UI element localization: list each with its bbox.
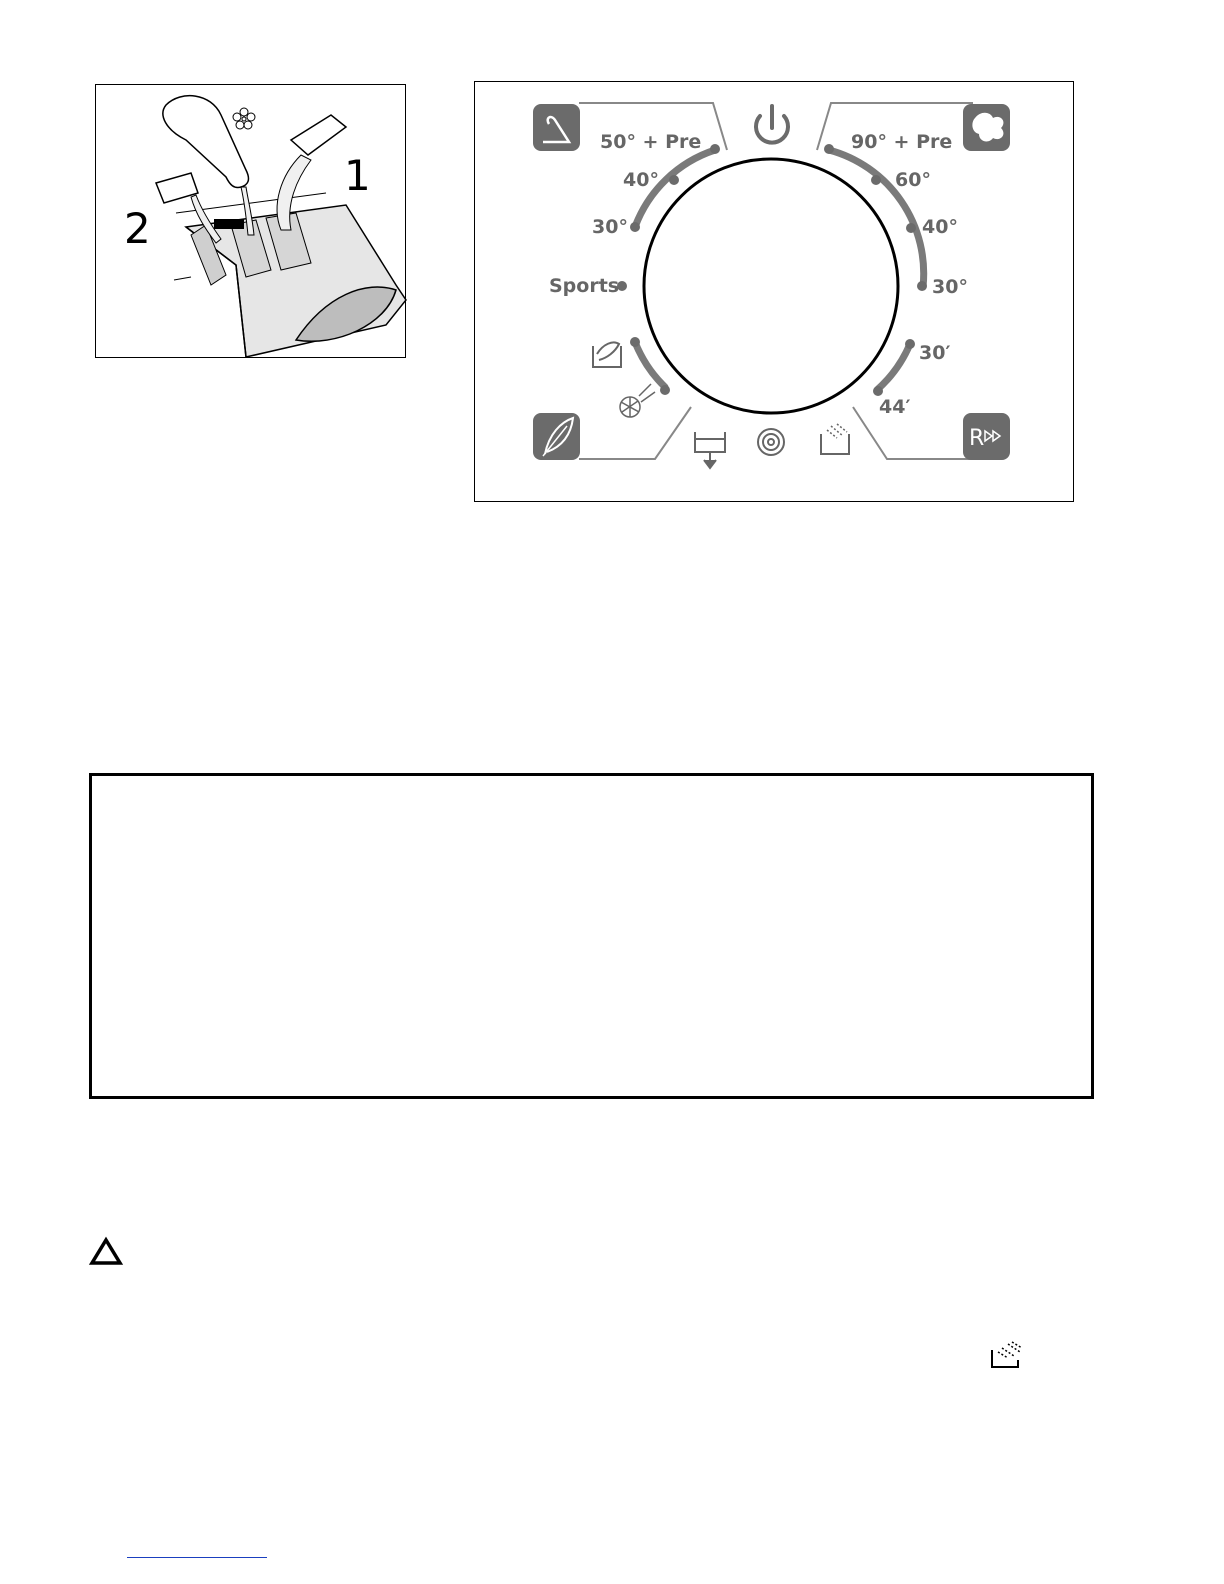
wool-icon — [620, 384, 655, 417]
label-right-30: 30° — [932, 276, 968, 298]
warning-icon — [88, 1236, 124, 1266]
svg-text:R: R — [969, 426, 985, 451]
dispenser-illustration — [95, 84, 406, 358]
power-icon — [756, 106, 788, 143]
hand-wash-icon — [593, 342, 621, 367]
label-50-pre: 50° + Pre — [600, 131, 702, 153]
drain-icon — [695, 432, 725, 468]
label-left-40: 40° — [623, 169, 659, 191]
label-right-40: 40° — [922, 216, 958, 238]
label-quick-44: 44′ — [879, 396, 911, 418]
footer-rule — [127, 1557, 267, 1558]
cotton-icon — [963, 104, 1010, 151]
dispenser-label-1: 1 — [344, 151, 371, 200]
synthetics-icon — [533, 104, 580, 151]
delicates-icon — [533, 413, 580, 460]
rinse-icon — [821, 424, 849, 454]
spin-icon — [758, 429, 784, 455]
dispenser-label-2: 2 — [124, 204, 151, 253]
label-sports: Sports — [549, 275, 620, 297]
programme-knob[interactable] — [644, 159, 898, 413]
rinse-inline-icon — [988, 1340, 1024, 1370]
programme-dial-panel — [474, 81, 1074, 502]
label-right-60: 60° — [895, 169, 931, 191]
label-left-30: 30° — [592, 216, 628, 238]
label-quick-30: 30′ — [919, 342, 951, 364]
flower-icon — [233, 108, 255, 129]
label-90-pre: 90° + Pre — [851, 131, 953, 153]
empty-text-box — [89, 773, 1094, 1099]
rapid-icon — [963, 413, 1010, 460]
